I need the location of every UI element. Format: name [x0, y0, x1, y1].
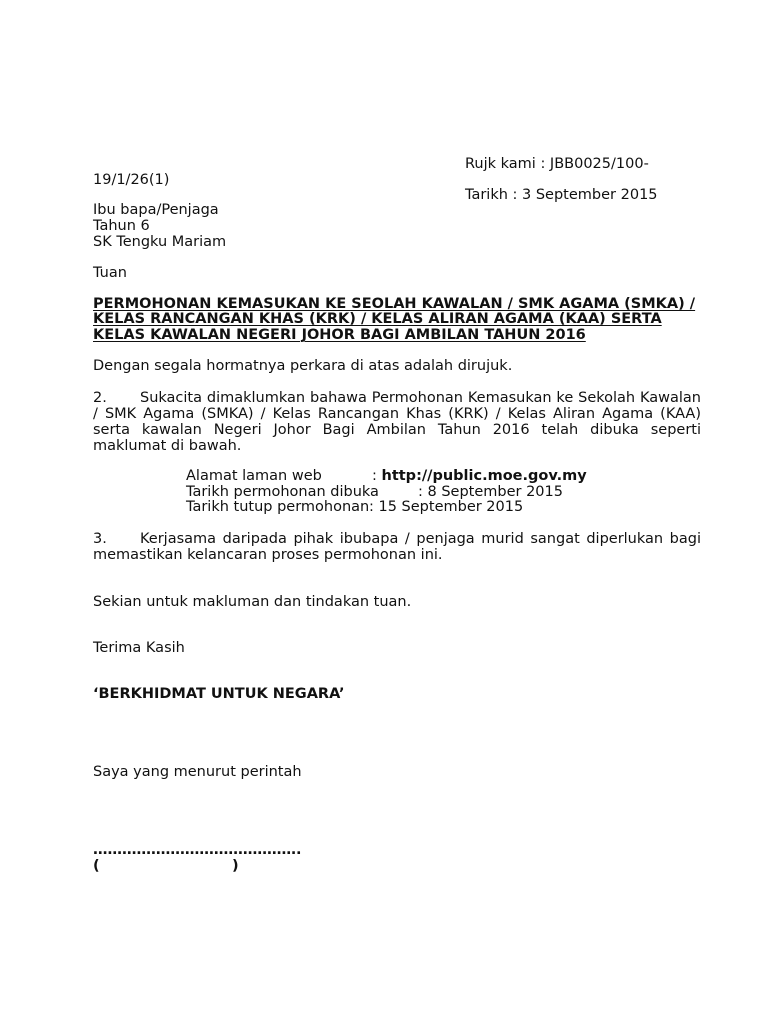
close-date-label: Tarikh tutup permohonan: [186, 499, 370, 515]
close-date-value: : 15 September 2015: [369, 499, 524, 515]
signature-line: …………………………………….: [93, 842, 302, 858]
paragraph-2-number: 2.: [93, 390, 107, 406]
paragraph-2-text: Sukacita dimaklumkan bahawa Permohonan Kemasukan ke Sekolah Kawalan / SMK Agama (SMKA) / Kelas Rancangan Khas (KRK) / Kelas Aliran Agama (KAA) serta kawalan Negeri Johor Bagi Ambilan Tahun 2016 telah dibuka seperti maklumat di bawah.: [93, 390, 701, 454]
paragraph-3-number: 3.: [93, 531, 107, 547]
subject-line-2: KELAS RANCANGAN KHAS (KRK) / KELAS ALIRAN AGAMA (KAA) SERTA: [93, 311, 662, 327]
recipient-line-1: Ibu bapa/Penjaga: [93, 202, 219, 218]
motto: ‘BERKHIDMAT UNTUK NEGARA’: [93, 686, 345, 702]
info-close-date-row: [186, 499, 523, 515]
salutation: Tuan: [93, 265, 127, 281]
open-date-label: Tarikh permohonan dibuka: [186, 484, 379, 500]
recipient-line-3: SK Tengku Mariam: [93, 234, 227, 250]
thanks-line: Terima Kasih: [93, 640, 185, 656]
sign-off: Saya yang menurut perintah: [93, 764, 302, 780]
closing-line: Sekian untuk makluman dan tindakan tuan.: [93, 594, 412, 610]
website-label: Alamat laman web: [186, 468, 322, 484]
website-separator: :: [372, 468, 377, 484]
recipient-line-2: Tahun 6: [93, 218, 150, 234]
letter-date: Tarikh : 3 September 2015: [465, 187, 658, 203]
website-value: http://public.moe.gov.my: [381, 468, 587, 484]
info-open-date-row: [186, 484, 563, 500]
info-website-row: [186, 468, 587, 484]
signature-name-open: (: [93, 858, 100, 874]
signature-name-close: ): [232, 858, 239, 874]
paragraph-2: [93, 390, 701, 454]
paragraph-3: [93, 531, 701, 563]
reference-number: Rujk kami : JBB0025/100-: [465, 156, 649, 172]
paragraph-3-text: Kerjasama daripada pihak ibubapa / penjaga murid sangat diperlukan bagi memastikan kelancaran proses permohonan ini.: [93, 531, 701, 563]
open-date-value: : 8 September 2015: [418, 484, 563, 500]
subject-line-1: PERMOHONAN KEMASUKAN KE SEOLAH KAWALAN / SMK AGAMA (SMKA) /: [93, 296, 696, 312]
reference-number-continued: 19/1/26(1): [93, 172, 170, 188]
subject-line-3: KELAS KAWALAN NEGERI JOHOR BAGI AMBILAN TAHUN 2016: [93, 327, 586, 343]
opening-paragraph: Dengan segala hormatnya perkara di atas adalah dirujuk.: [93, 358, 513, 374]
